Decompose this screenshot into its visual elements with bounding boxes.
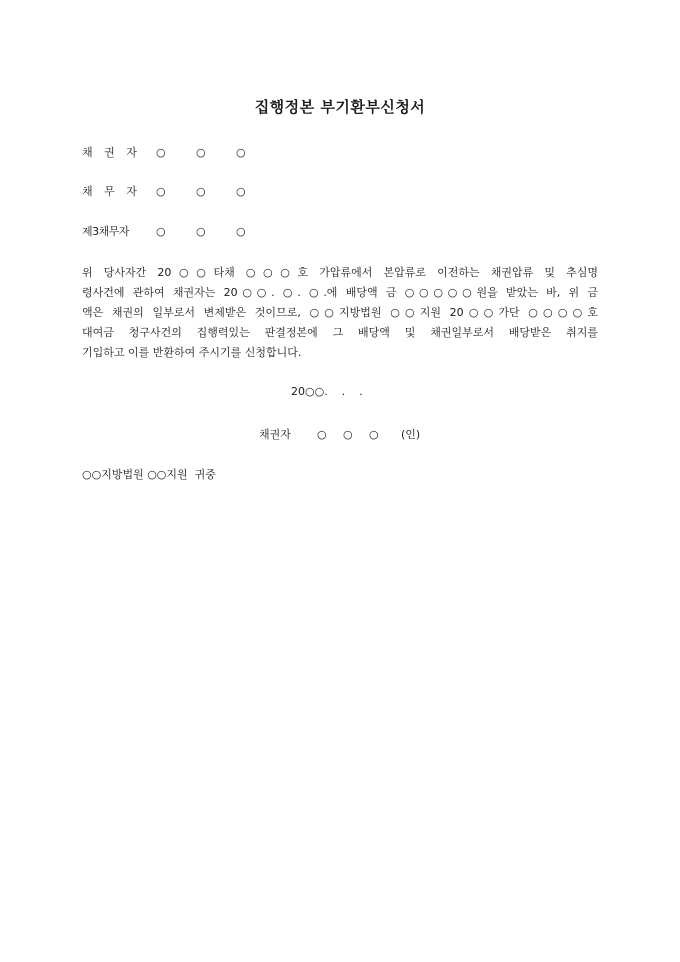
party-name-marks bbox=[156, 225, 276, 238]
seal-mark: (인) bbox=[401, 428, 421, 441]
name-mark: ○ bbox=[156, 224, 166, 238]
name-mark: ○ bbox=[196, 224, 206, 238]
party-label: 채 무 자 bbox=[82, 185, 141, 198]
party-name-marks bbox=[156, 185, 276, 198]
name-mark: ○ bbox=[196, 145, 206, 159]
signer-label: 채권자 bbox=[259, 428, 291, 441]
name-mark: ○ bbox=[236, 224, 246, 238]
document-title: 집행정본 부기환부신청서 bbox=[254, 98, 426, 116]
name-mark: ○ bbox=[343, 427, 353, 441]
name-mark: ○ bbox=[156, 145, 166, 159]
signer-line bbox=[259, 426, 420, 442]
name-mark: ○ bbox=[156, 184, 166, 198]
party-row-third-debtor bbox=[82, 223, 276, 239]
name-mark: ○ bbox=[196, 184, 206, 198]
body-line: 위 당사자간 20○○타채 ○○○호 가압류에서 본압류로 이전하는 채권압류 및 추심명 bbox=[82, 266, 598, 279]
name-mark: ○ bbox=[236, 145, 246, 159]
party-row-creditor bbox=[82, 144, 276, 160]
name-mark: ○ bbox=[317, 427, 327, 441]
party-label: 제3채무자 bbox=[82, 225, 130, 238]
application-body bbox=[82, 263, 598, 363]
party-name-marks bbox=[156, 146, 276, 159]
party-row-debtor bbox=[82, 183, 276, 199]
court-addressee: ○○지방법원 ○○지원 귀중 bbox=[82, 468, 216, 481]
body-line: 령사건에 관하여 채권자는 20○○. ○. ○.에 배당액 금 ○○○○○원을 받았는 바, 위 금 bbox=[82, 286, 598, 299]
application-date: 20○○. . . bbox=[291, 385, 363, 398]
body-line: 기입하고 이를 반환하여 주시기를 신청합니다. bbox=[82, 346, 302, 359]
body-line: 액은 채권의 일부로서 변제받은 것이므로, ○○지방법원 ○○지원 20○○가단 ○○○○호 bbox=[82, 306, 598, 319]
party-label: 채 권 자 bbox=[82, 146, 141, 159]
name-mark: ○ bbox=[369, 427, 379, 441]
body-line: 대여금 청구사건의 집행력있는 판결정본에 그 배당액 및 채권일부로서 배당받은 취지를 bbox=[82, 326, 598, 339]
name-mark: ○ bbox=[236, 184, 246, 198]
